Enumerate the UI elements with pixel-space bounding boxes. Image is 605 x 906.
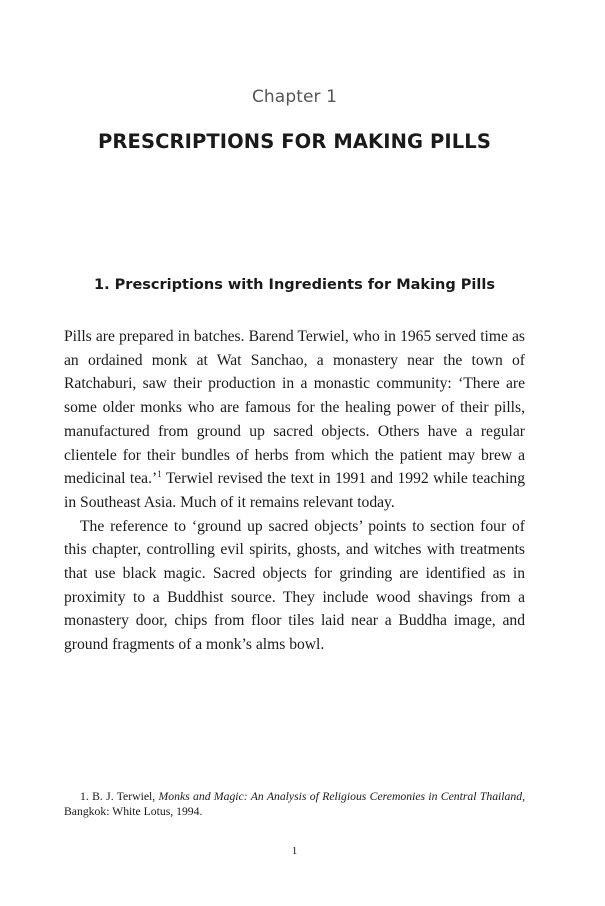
- footnote-author: B. J. Terwiel,: [88, 790, 159, 803]
- footnote-reference[interactable]: 1: [157, 469, 162, 480]
- paragraph-1: [64, 325, 525, 515]
- chapter-label: Chapter 1: [251, 87, 338, 107]
- footnote-title: Monks and Magic: An Analysis of Religious Ceremonies in Central Thailand: [158, 790, 523, 803]
- paragraph-1-text: Pills are prepared in batches. Barend Terwiel, who in 1965 served time as an ordained monk at Wat Sanchao, a monastery near the town of Ratchaburi, saw their production in a monastic community: ‘There are some older monks who are famous for the healing power of their pills, manufactured from ground up sacred objects. Others have a regular clientele for their bundles of herbs from which the patient may brew a medicinal tea.’: [64, 328, 525, 488]
- footnote-number: 1.: [80, 790, 89, 803]
- paragraph-2: The reference to ‘ground up sacred objects’ points to section four of this chapter, controlling evil spirits, ghosts, and witches with treatments that use black magic. Sacred objects for grinding are identified as in proximity to a Buddhist source. They include wood shavings from a monastery door, chips from floor tiles laid near a Buddha image, and ground fragments of a monk’s alms bowl.: [64, 517, 525, 654]
- chapter-title: PRESCRIPTIONS FOR MAKING PILLS: [98, 130, 491, 153]
- section-heading: 1. Prescriptions with Ingredients for Making Pills: [94, 277, 495, 293]
- footnote-1: [64, 789, 525, 819]
- body-text: [64, 325, 525, 657]
- footnote-publication: , Bangkok: White Lotus, 1994.: [64, 790, 525, 818]
- page-number: 1: [291, 845, 298, 857]
- paragraph-1-continued: Terwiel revised the text in 1991 and 1992 while teaching in Southeast Asia. Much of it remains relevant today.: [64, 470, 526, 511]
